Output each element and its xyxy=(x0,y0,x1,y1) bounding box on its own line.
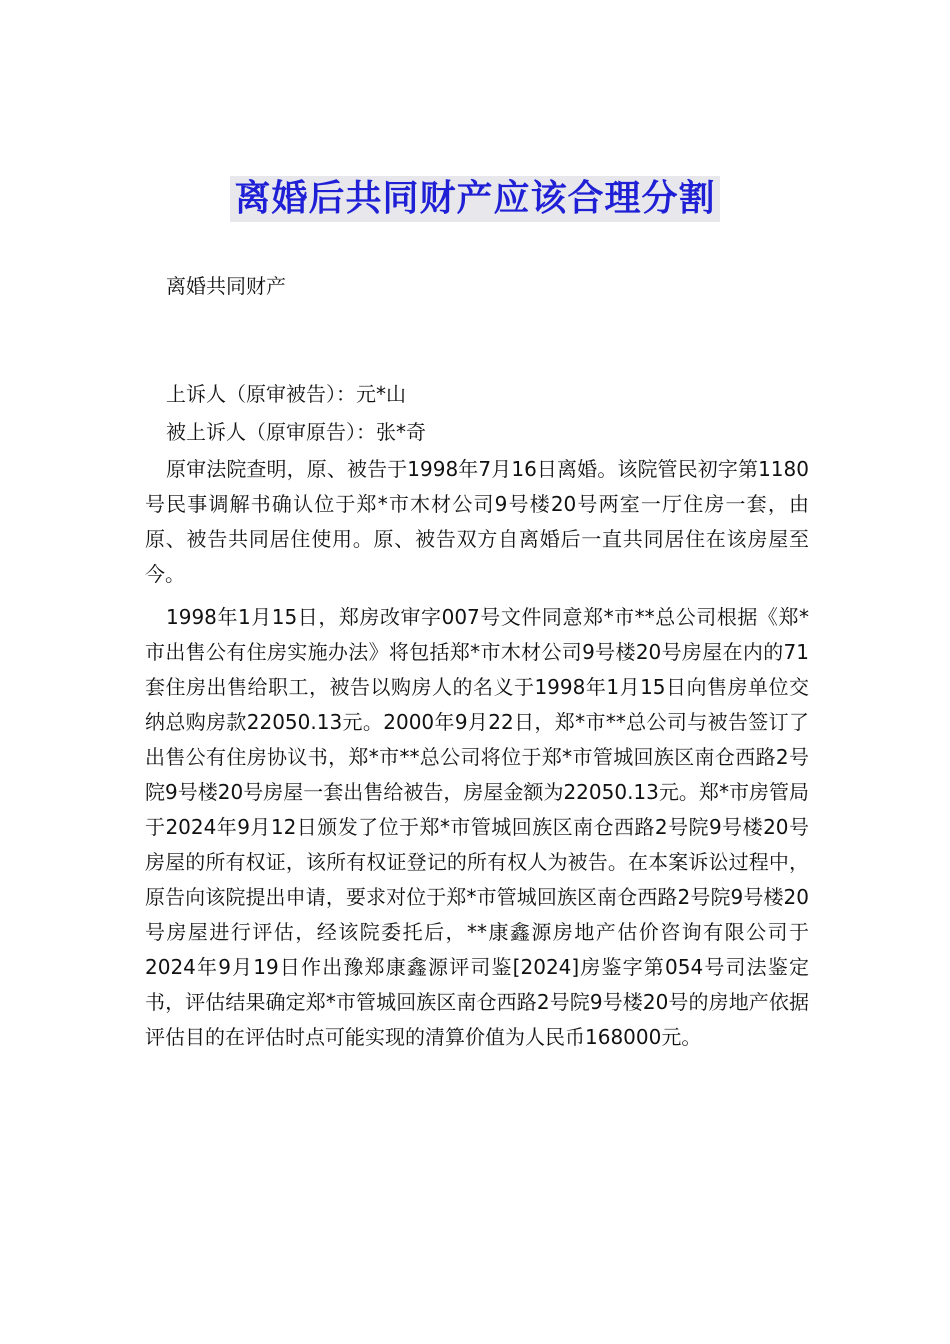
paragraph-text: 1998年1月15日，郑房改审字007号文件同意郑*市**总公司根据《郑*市出售公有住房实施办法》将包括郑*市木材公司9号楼20号房屋在内的71套住房出售给职工，被告以购房人的名义于1998年1月15日向售房单位交纳总购房款22050.13元。2000年9月22日，郑*市**总公司与被告签订了出售公有住房协议书，郑*市**总公司将位于郑*市管城回族区南仓西路2号院9号楼20号房屋一套出售给被告，房屋金额为22050.13元。郑*市房管局于2024年9月12日颁发了位于郑*市管城回族区南仓西路2号院9号楼20号房屋的所有权证，该所有权证登记的所有权人为被告。在本案诉讼过程中，原告向该院提出申请，要求对位于郑*市管城回族区南仓西路2号院9号楼20号房屋进行评估，经该院委托后，**康鑫源房地产估价咨询有限公司于2024年9月19日作出豫郑康鑫源评司鉴[2024]房鉴字第054号司法鉴定书，评估结果确定郑*市管城回族区南仓西路2号院9号楼20号的房地产依据评估目的在评估时点可能实现的清算价值为人民币168000元。 xyxy=(145,605,809,1049)
appellee-line: 被上诉人（原审原告）：张*奇 xyxy=(166,420,426,444)
title-container xyxy=(0,176,950,222)
paragraph-findings xyxy=(145,452,809,592)
appellant-line: 上诉人（原审被告）：元*山 xyxy=(166,382,406,406)
paragraph-text: 原审法院查明，原、被告于1998年7月16日离婚。该院管民初字第1180号民事调解书确认位于郑*市木材公司9号楼20号两室一厅住房一套，由原、被告共同居住使用。原、被告双方自离婚后一直共同居住在该房屋至今。 xyxy=(145,457,809,586)
paragraph-property-history xyxy=(145,600,809,1055)
document-title: 离婚后共同财产应该合理分割 xyxy=(230,176,719,222)
document-subtitle: 离婚共同财产 xyxy=(166,274,286,298)
